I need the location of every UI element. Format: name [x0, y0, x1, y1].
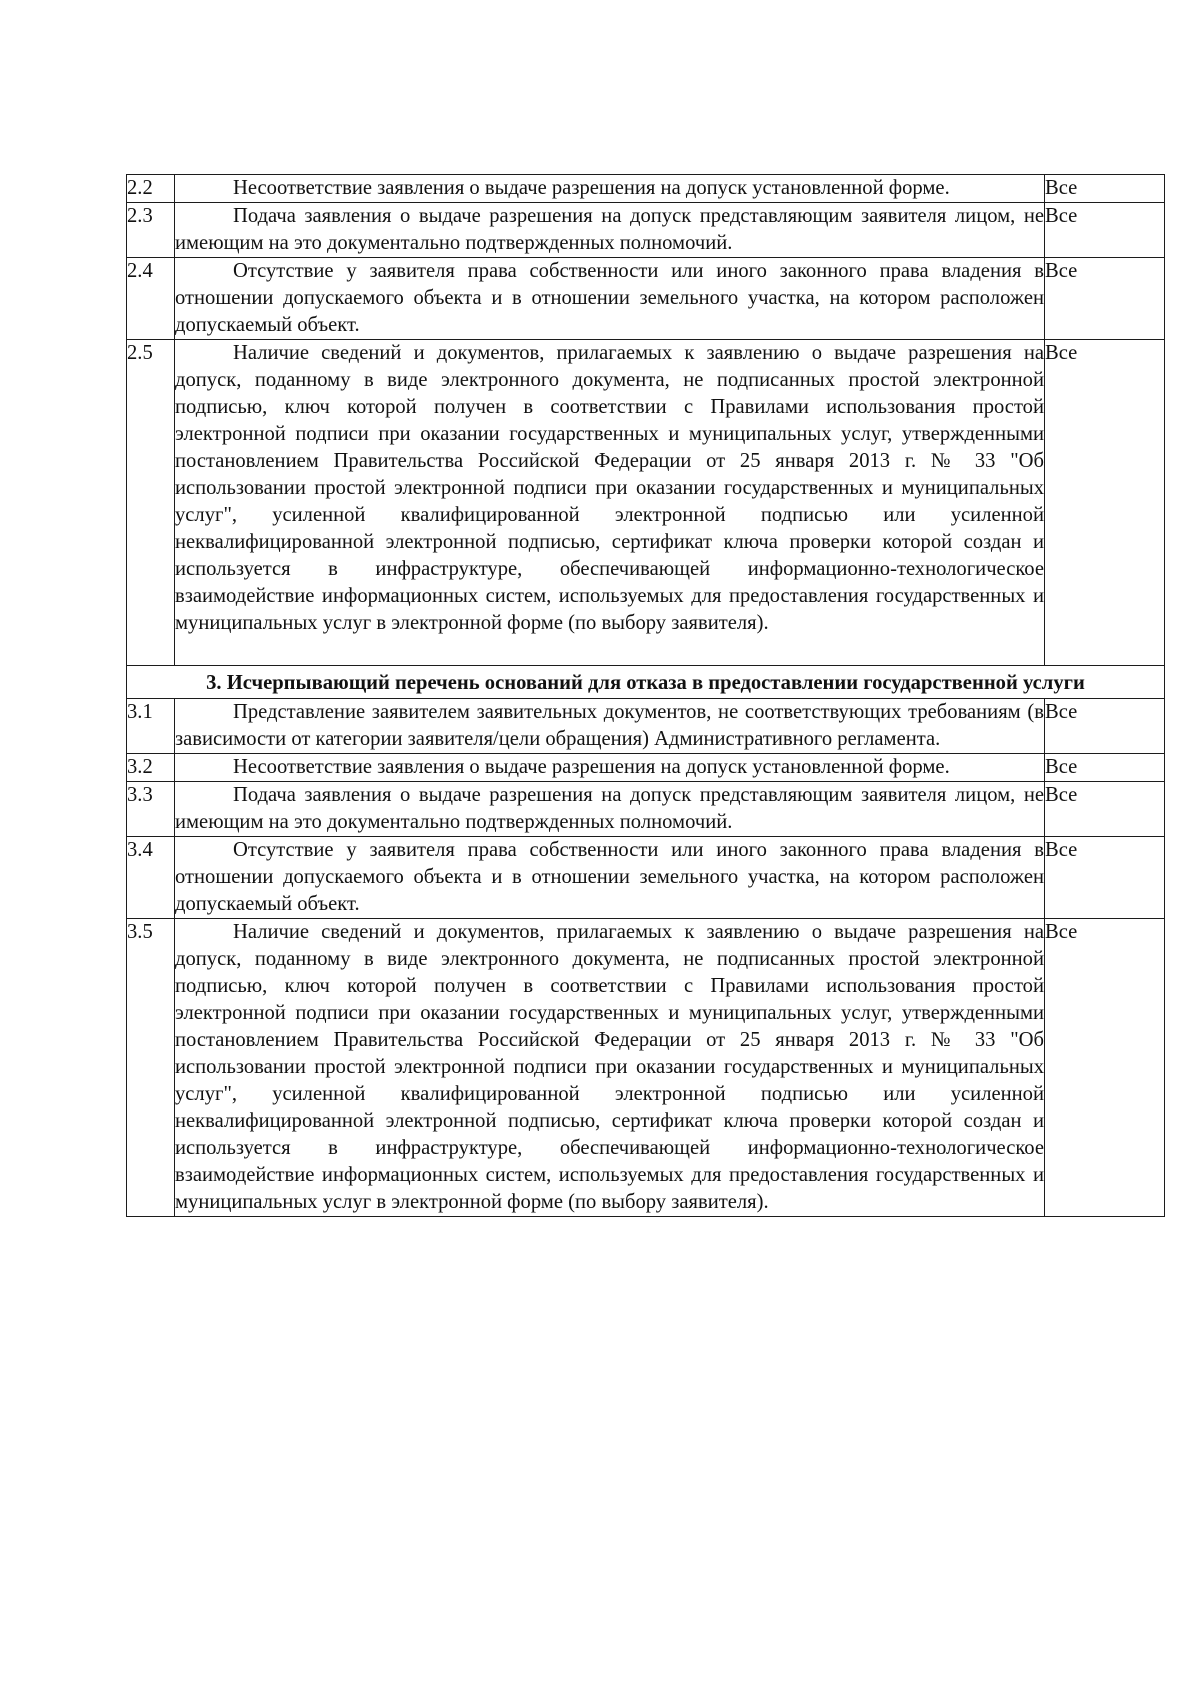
table-row: [127, 919, 1165, 1217]
row-applicants: Все: [1045, 782, 1165, 837]
table-row: [127, 782, 1165, 837]
row-applicants: Все: [1045, 203, 1165, 258]
table-row: [127, 258, 1165, 340]
row-text: Несоответствие заявления о выдаче разрешения на допуск установленной форме.: [175, 175, 1045, 203]
table-row: [127, 175, 1165, 203]
table-row: [127, 754, 1165, 782]
grounds-table: [126, 174, 1165, 1217]
row-applicants: Все: [1045, 837, 1165, 919]
row-text: Отсутствие у заявителя права собственности или иного законного права владения в отношении допускаемого объекта и в отношении земельного участка, на котором расположен допускаемый объект.: [175, 258, 1045, 340]
row-text: Несоответствие заявления о выдаче разрешения на допуск установленной форме.: [175, 754, 1045, 782]
row-applicants: Все: [1045, 258, 1165, 340]
row-number: 2.2: [127, 175, 175, 203]
row-number: 3.1: [127, 699, 175, 754]
section-title: 3. Исчерпывающий перечень оснований для отказа в предоставлении государственной услуги: [127, 666, 1165, 699]
row-text: Наличие сведений и документов, прилагаемых к заявлению о выдаче разрешения на допуск, поданному в виде электронного документа, не подписанных простой электронной подписью, ключ которой получен в соответствии с Правилами использования простой электронной подписи при оказании государственных и муниципальных услуг, утвержденными постановлением Правительства Российской Федерации от 25 января 2013 г. № 33 "Об использовании простой электронной подписи при оказании государственных и муниципальных услуг", усиленной квалифицированной электронной подписью или усиленной неквалифицированной электронной подписью, сертификат ключа проверки которой создан и используется в инфраструктуре, обеспечивающей информационно-технологическое взаимодействие информационных систем, используемых для предоставления государственных и муниципальных услуг в электронной форме (по выбору заявителя).: [175, 340, 1045, 666]
row-number: 3.2: [127, 754, 175, 782]
table-row: [127, 203, 1165, 258]
row-applicants: Все: [1045, 340, 1165, 666]
row-number: 2.5: [127, 340, 175, 666]
row-number: 2.4: [127, 258, 175, 340]
row-applicants: Все: [1045, 919, 1165, 1217]
row-text: Наличие сведений и документов, прилагаемых к заявлению о выдаче разрешения на допуск, поданному в виде электронного документа, не подписанных простой электронной подписью, ключ которой получен в соответствии с Правилами использования простой электронной подписи при оказании государственных и муниципальных услуг, утвержденными постановлением Правительства Российской Федерации от 25 января 2013 г. № 33 "Об использовании простой электронной подписи при оказании государственных и муниципальных услуг", усиленной квалифицированной электронной подписью или усиленной неквалифицированной электронной подписью, сертификат ключа проверки которой создан и используется в инфраструктуре, обеспечивающей информационно-технологическое взаимодействие информационных систем, используемых для предоставления государственных и муниципальных услуг в электронной форме (по выбору заявителя).: [175, 919, 1045, 1217]
row-applicants: Все: [1045, 175, 1165, 203]
row-text: Отсутствие у заявителя права собственности или иного законного права владения в отношении допускаемого объекта и в отношении земельного участка, на котором расположен допускаемый объект.: [175, 837, 1045, 919]
table-row: [127, 340, 1165, 666]
row-text: Подача заявления о выдаче разрешения на допуск представляющим заявителя лицом, не имеющим на это документально подтвержденных полномочий.: [175, 782, 1045, 837]
row-applicants: Все: [1045, 699, 1165, 754]
row-number: 3.3: [127, 782, 175, 837]
row-text: Подача заявления о выдаче разрешения на допуск представляющим заявителя лицом, не имеющим на это документально подтвержденных полномочий.: [175, 203, 1045, 258]
table-row: [127, 699, 1165, 754]
row-number: 2.3: [127, 203, 175, 258]
row-number: 3.4: [127, 837, 175, 919]
section-header-row: [127, 666, 1165, 699]
table-row: [127, 837, 1165, 919]
row-number: 3.5: [127, 919, 175, 1217]
row-applicants: Все: [1045, 754, 1165, 782]
row-text: Представление заявителем заявительных документов, не соответствующих требованиям (в зависимости от категории заявителя/цели обращения) Административного регламента.: [175, 699, 1045, 754]
